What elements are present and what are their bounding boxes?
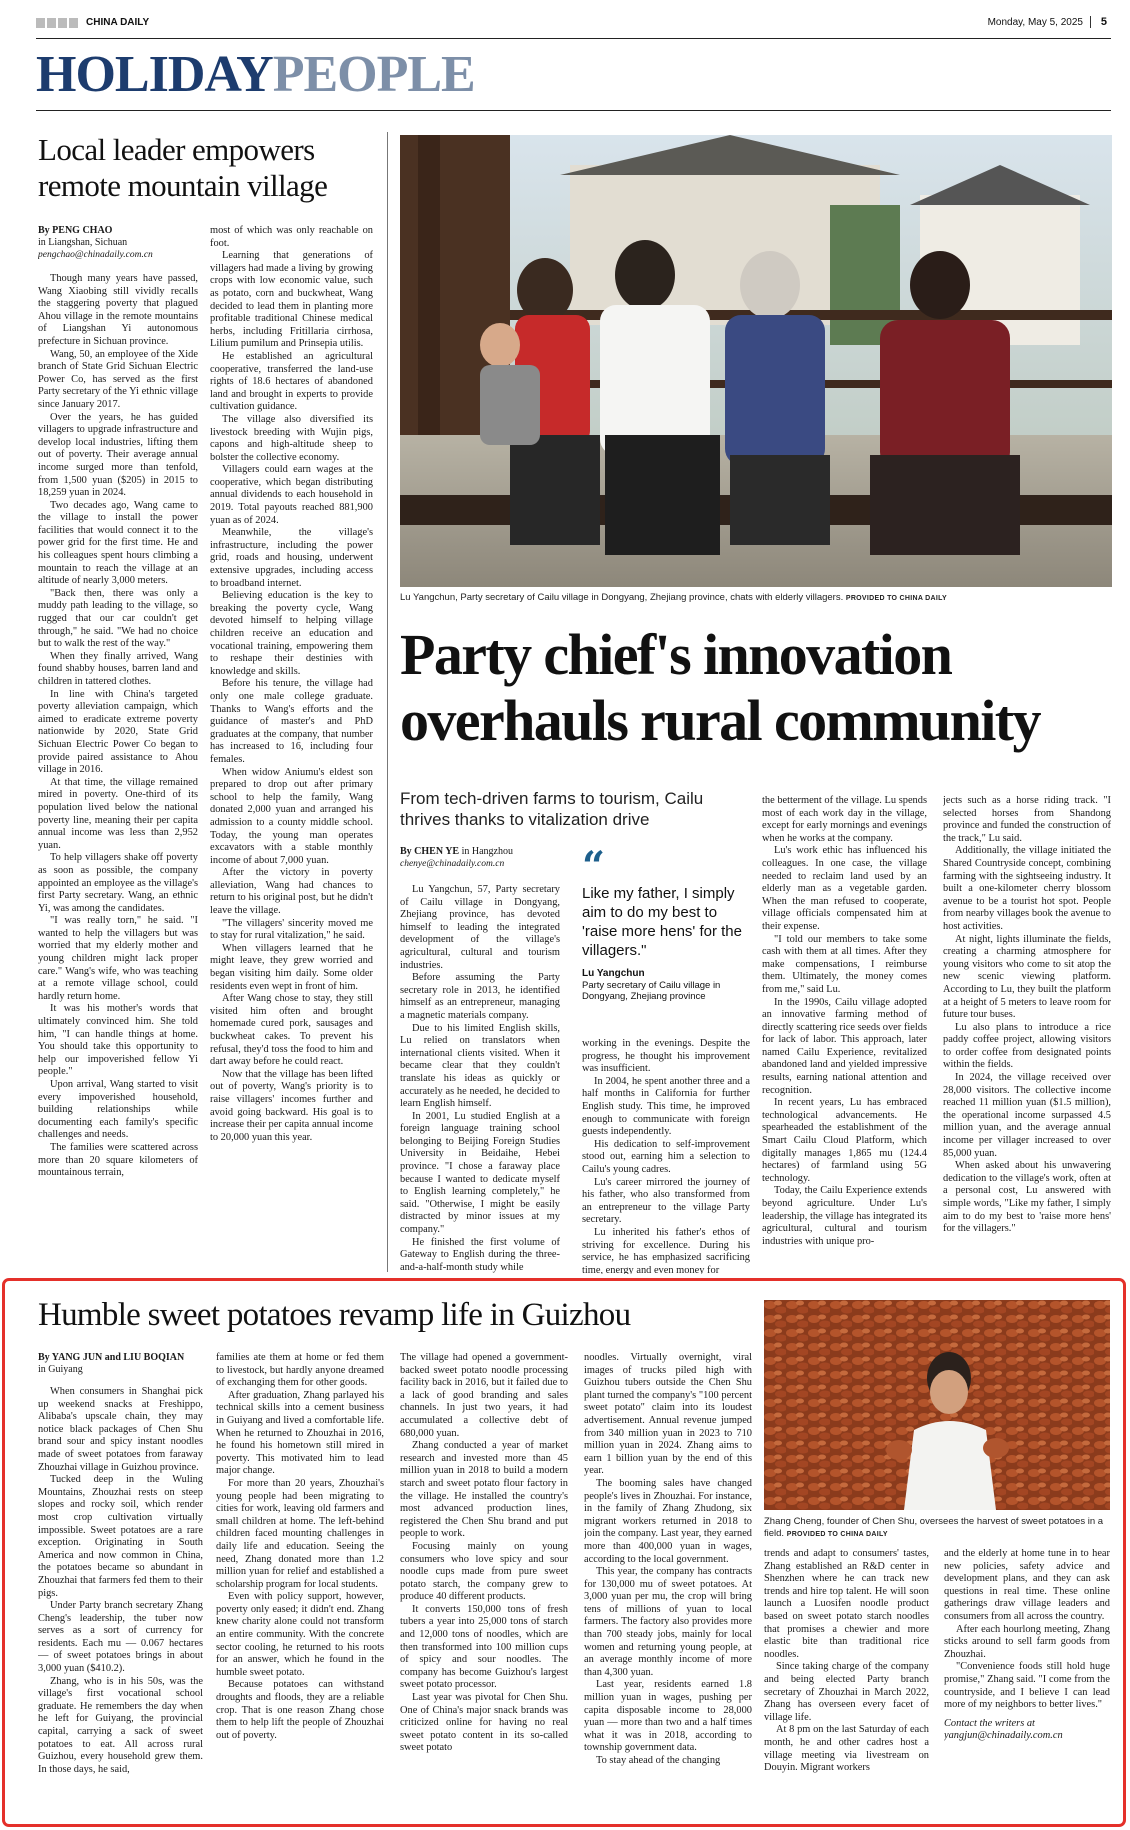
story3-col5-paragraph: At 8 pm on the last Saturday of each month, he and other cadres host a village meeting via livestream on Douyin. Migrant workers <box>764 1724 929 1774</box>
story1-col1-paragraph: Wang, 50, an employee of the Xide branch of State Grid Sichuan Electric Power Co, has served as the first Party secretary of the Yi ethnic village since January 2017. <box>38 348 198 410</box>
story1-col2-paragraph: Meanwhile, the village's infrastructure, including the power grid, roads and housing, underwent extensive upgrades, including access to broadband internet. <box>210 527 373 589</box>
story3-column-3 <box>400 1352 568 1820</box>
story3-col5-paragraph: trends and adapt to consumers' tastes, Zhang established an R&D center in Shenzhen where he can track new trends and hire top talent. He will soon launch a Luosifen noodle product based on sweet potato starch noodles that promises a chewier and more elastic bite than traditional rice noodles. <box>764 1548 929 1660</box>
story1-col2-paragraph: Before his tenure, the village had only one male college graduate. Thanks to Wang's efforts and the guidance of master's and PhD graduates at the company, that number has increased to 16, including four females. <box>210 678 373 765</box>
story3-col6-paragraph: and the elderly at home tune in to hear new policies, safety advice and development plans, and they can ask questions in real time. These online gatherings draw village leaders and consumers from all across the country. <box>944 1548 1110 1622</box>
story1-col1-paragraph: Over the years, he has guided villagers to upgrade infrastructure and develop local industries, lifting them out of poverty. Their average annual income surged more than tenfold, from 1,500 yuan ($205) in 2015 to 18,259 yuan in 2024. <box>38 411 198 499</box>
story3-col4-paragraph: The booming sales have changed people's lives in Zhouzhai. For instance, in the family of Zhang Zhudong, six migrant workers returned in 2018 to join the company. Last year, they earned more than 400,000 yuan in wages, according to the local government. <box>584 1477 752 1565</box>
story1-col2-paragraph: "The villagers' sincerity moved me to stay for rural vitalization," he said. <box>210 917 373 942</box>
story1-col1-paragraph: At that time, the village remained mired in poverty. One-third of its population lived below the national poverty line, meaning their per capita annual income was less than 2,952 yuan. <box>38 776 198 851</box>
story2-col3-paragraph: In recent years, Lu has embraced technological advancements. He spearheaded the establishment of the Smart Cailu Cloud Platform, which digitally manages 1,865 mu (124.4 hectares) of farmland using 5G technology. <box>762 1097 927 1184</box>
story3-column-5 <box>764 1548 929 1820</box>
story2-col1-paragraph: Before assuming the Party secretary role in 2013, he identified himself as an entrepreneur, managing a magnetic materials company. <box>400 972 560 1021</box>
story3-contact-label: Contact the writers at <box>944 1717 1035 1729</box>
story3-col3-paragraph: It converts 150,000 tons of fresh tubers a year into 25,000 tons of starch and 12,000 tons of noodles, which are then transformed into 100 million cups of spicy and sour noodles. The company has become Guizhou's largest sweet potato processor. <box>400 1603 568 1691</box>
story1-col2-paragraph: Learning that generations of villagers had made a living by growing crops with low economic value, such as potato, corn and buckwheat, Wang decided to lead them in planting more profitable traditional Chinese medical herbs, including Fritillaria cirrhosa, Lilium pumilum and Prinsepia utilis. <box>210 250 373 350</box>
story1-col2-paragraph: After Wang chose to stay, they still visited him often and brought homemade cured pork, sausages and buckwheat cakes. To prevent his refusal, they'd toss the food to him and dart away before he could react. <box>210 993 373 1068</box>
masthead-rule <box>36 38 1111 39</box>
story2-headline-line2: overhauls rural community <box>400 688 1040 753</box>
story2-byline <box>400 846 560 870</box>
story3-column-1 <box>38 1352 203 1820</box>
story2-col2-paragraph: Lu inherited his father's ethos of striving for excellence. During his service, he has emphasized sacrificing time, energy and even money for <box>582 1226 750 1274</box>
paper-name: CHINA DAILY <box>86 17 150 28</box>
story1-column-1 <box>38 225 198 1275</box>
story2-column-1 <box>400 846 560 1274</box>
story3-col3-paragraph: Last year was pivotal for Chen Shu. One of China's major snack brands was criticized online for having no real sweet potato content in its so-called sweet potato <box>400 1692 568 1754</box>
story2-col4-paragraph: In 2024, the village received over 28,000 visitors. The collective income reached 11 million yuan ($1.5 million), the operational income surpassed 4.5 million yuan, and the average annual income per villager increased to over 85,000 yuan. <box>943 1072 1111 1159</box>
story2-col4-paragraph: When asked about his unwavering dedication to the village's work, often at a personal cost, Lu answered with simple words, "Like my father, I simply aim to do my best to 'raise more hens' for the villagers." <box>943 1160 1111 1235</box>
masthead <box>36 12 1111 40</box>
story3-col2-paragraph: For more than 20 years, Zhouzhai's young people had been migrating to cities for work, leaving old farmers and small children at home. The left-behind children faced mounting challenges in daily life and education. Seeing the need, Zhang donated more than 1.2 million yuan for relief and established a scholarship program for local students. <box>216 1477 384 1590</box>
story2-col1-paragraph: He finished the first volume of Gateway to English during the three-and-a-half-month study while <box>400 1236 560 1273</box>
story1-col1-paragraph: To help villagers shake off poverty as soon as possible, the company appointed an employee as the village's first Party secretary. Wang, an ethnic Yi, was among the candidates. <box>38 852 198 914</box>
story2-col1-paragraph: In 2001, Lu studied English at a foreign language training school belonging to Beijing Foreign Studies University in Beidaihe, Hebei province. "I chose a faraway place because I wanted to dedicate myself to English learning completely," he said. "Otherwise, I might be easily distracted by minor issues at my company." <box>400 1110 560 1236</box>
story3-col1-paragraph: Tucked deep in the Wuling Mountains, Zhouzhai rests on steep slopes and rocky soil, which render most crop cultivation virtually impossible. Sweet potatoes are a rare exception. Originating in South America and now common in China, the potatoes became so abundant in Zhouzhai that farmers fed them to their pigs. <box>38 1474 203 1599</box>
story3-col2-paragraph: Even with policy support, however, poverty only eased; it didn't end. Zhang knew charity alone could not transform an entire community. With the concrete sector cooling, he returned to his roots for an answer, which he found in the humble sweet potato. <box>216 1591 384 1678</box>
story1-col2-paragraph: Now that the village has been lifted out of poverty, Wang's priority is to raise villagers' incomes further and avoid going backward. His goal is to increase their per capita annual income to 20,000 yuan this year. <box>210 1068 373 1143</box>
story3-col4-paragraph: Last year, residents earned 1.8 million yuan in wages, pushing per capita disposable income to 28,000 yuan — more than two and a half times what it was in 2018, according to township government data. <box>584 1679 752 1754</box>
story3-byline-location: in Guiyang <box>38 1364 83 1375</box>
story3-col2-paragraph: After graduation, Zhang parlayed his technical skills into a cement business in Guiyang and lived a comfortable life. When he returned to Zhouzhai in 2016, he found his hometown still mired in poverty. This motivated him to lead major change. <box>216 1389 384 1477</box>
story1-col2-paragraph: most of which was only reachable on foot. <box>210 225 373 249</box>
story2-col3-paragraph: "I told our members to take some cash with them at all times. After they make compensations, I reimburse them. Ultimately, the money comes from me," said Lu. <box>762 933 927 995</box>
story3-col3-paragraph: Focusing mainly on young consumers who love spicy and sour noodle cups made from pure sweet potato starch, the company grew to produce 40 different products. <box>400 1540 568 1603</box>
story2-subhead: From tech-driven farms to tourism, Cailu thrives thanks to vitalization drive <box>400 789 704 829</box>
story2-col4-paragraph: Additionally, the village initiated the Shared Countryside concept, combining farming with the sightseeing industry. It built a one-kilometer cherry blossom avenue to be a tourist hot spot. People from nearby villages book the avenue to host activities. <box>943 845 1111 932</box>
story1-column-2 <box>210 225 373 1275</box>
story3-col1-paragraph: When consumers in Shanghai pick up weekend snacks at Freshippo, Alibaba's upscale chain, they may notice black packages of Chen Shu brand sour and spicy instant noodles made of sweet potatoes from faraway Zhouzhai village in Guizhou province. <box>38 1386 203 1473</box>
story3-contact <box>944 1718 1110 1743</box>
story1-col1-paragraph: The families were scattered across more than 20 square kilometers of mountainous terrain, <box>38 1141 198 1179</box>
story2-photo <box>400 135 1112 587</box>
quote-mark-icon: “ <box>582 843 606 890</box>
story3-col4-paragraph: This year, the company has contracts for 130,000 mu of sweet potatoes. At 3,000 yuan per mu, the crop will bring tens of millions of yuan to local farmers. The factory also provides more than 700 steady jobs, mainly for local women and returning young people, at an average monthly income of more than 4,300 yuan. <box>584 1566 752 1678</box>
story1-col1-paragraph: Upon arrival, Wang started to visit every impoverished household, building relationships while documenting each family's specific challenges and needs. <box>38 1079 198 1141</box>
story1-divider <box>387 132 388 1272</box>
story3-photo-caption-text: Zhang Cheng, founder of Chen Shu, oversees the harvest of sweet potatoes in a field. <box>764 1516 1104 1539</box>
story3-contact-email: yangjun@chinadaily.com.cn <box>944 1730 1063 1742</box>
story3-column-4 <box>584 1352 752 1820</box>
story1-col2-paragraph: After the victory in poverty alleviation, Wang had chances to return to his original post, but he didn't leave the village. <box>210 867 373 917</box>
story2-photo-caption-text: Lu Yangchun, Party secretary of Cailu village in Dongyang, Zhejiang province, chats with elderly villagers. <box>400 592 844 603</box>
story2-column-4 <box>943 795 1111 1275</box>
story3-headline: Humble sweet potatoes revamp life in Guizhou <box>38 1297 631 1333</box>
story1-col1-paragraph: In line with China's targeted poverty alleviation campaign, which aimed to eradicate extreme poverty nationwide by 2020, State Grid Sichuan Electric Power Co began to provide paired assistance to Ahou village in 2016. <box>38 688 198 776</box>
story1-col2-paragraph: Believing education is the key to breaking the poverty cycle, Wang devoted himself to helping village children receive an education and vocational training, empowering them to reshape their destinies with knowledge and skills. <box>210 590 373 677</box>
story1-headline <box>38 132 393 204</box>
story1-col1-paragraph: When they finally arrived, Wang found shabby houses, barren land and children in tattered clothes. <box>38 650 198 687</box>
story2-col2-paragraph: working in the evenings. Despite the progress, he thought his improvement was insufficient. <box>582 1038 750 1075</box>
story3-photo <box>764 1300 1110 1510</box>
story2-col2-paragraph: In 2004, he spent another three and a half months in California for further English study. This time, he improved enough to communicate with foreign guests independently. <box>582 1075 750 1138</box>
story3-photo-credit: PROVIDED TO CHINA DAILY <box>786 1531 888 1538</box>
story1-headline-line1: Local leader empowers <box>38 132 315 167</box>
page-divider <box>1090 16 1091 28</box>
story3-col2-paragraph: Because potatoes can withstand droughts and floods, they are a reliable crop. That is one reason Zhang chose them to help lift the people of Zhouzhai out of poverty. <box>216 1679 384 1741</box>
story3-col4-paragraph: To stay ahead of the changing <box>596 1755 721 1766</box>
story2-col3-paragraph: Lu's work ethic has influenced his colleagues. In one case, the village needed to reclaim land used by an elderly man as a vegetable garden. When the man refused to cooperate, village officials compensated him at their expense. <box>762 845 927 932</box>
story2-headline <box>400 622 1112 754</box>
story3-col2-paragraph: families ate them at home or fed them to livestock, but hardly anyone dreamed of exchanging them for other goods. <box>216 1352 384 1389</box>
pull-quote-author: Lu Yangchun <box>582 968 645 979</box>
story1-byline-email: pengchao@chinadaily.com.cn <box>38 250 153 260</box>
story1-headline-line2: remote mountain village <box>38 168 328 203</box>
story2-col3-paragraph: Today, the Cailu Experience extends beyond agriculture. Under Lu's leadership, the village has integrated its agricultural, cultural and tourism industries with unique pro- <box>762 1185 927 1247</box>
story1-col2-paragraph: When villagers learned that he might leave, they grew worried and began visiting him daily. Some older residents even wept in front of him. <box>210 942 373 992</box>
story2-col1-paragraph: Due to his limited English skills, Lu relied on translators when international clients visited. When it became clear that they couldn't translate his ideas as quickly or accurately as he needed, he decided to learn English himself. <box>400 1022 560 1110</box>
story1-col1-paragraph: "I was really torn," he said. "I wanted to help the villagers but was worried that my elderly mother and young children might lack proper care." Wang's wife, who was teaching at a remote village school, could hardly return home. <box>38 915 198 1002</box>
story1-col2-paragraph: When widow Aniumu's eldest son prepared to drop out after primary school to help the family, Wang donated 2,000 yuan and arranged his admission to a county middle school. Today, the young man operates excavators with a stable monthly income of about 7,000 yuan. <box>210 766 373 866</box>
story3-photo-caption <box>764 1516 1110 1541</box>
story1-col2-paragraph: He established an agricultural cooperative, transferred the land-use rights of 18.6 hectares of abandoned land and brought in experts to provide cultivation guidance. <box>210 350 373 413</box>
china-daily-logo-icon <box>36 17 78 29</box>
story3-byline-author: By YANG JUN and LIU BOQIAN <box>38 1352 185 1363</box>
story2-photo-credit: PROVIDED TO CHINA DAILY <box>845 595 948 602</box>
story1-col1-paragraph: "Back then, there was only a muddy path leading to the village, so rugged that our car couldn't get through," he said. "We had no choice but to walk the rest of the way." <box>38 587 198 650</box>
story3-col1-paragraph: Under Party branch secretary Zhang Cheng's leadership, the tuber now serves as a sort of currency for residents. Each mu — 0.067 hectares — of sweet potatoes brings in about 3,000 yuan ($410.2). <box>38 1600 203 1675</box>
story2-col4-paragraph: At night, lights illuminate the fields, creating a charming atmosphere for young visitors who come to sit atop the new scenic viewing platform. According to Lu, they built the platform at a height of 5 meters to leave room for future tour buses. <box>943 933 1111 1021</box>
story3-col6-paragraph: "Convenience foods still hold huge promise," Zhang said. "I come from the countryside, and I believe I can lead more of my neighbors to better lives." <box>944 1661 1110 1711</box>
story3-col5-paragraph: Since taking charge of the company and being elected Party branch secretary of Zhouzhai in March 2022, Zhang has overseen every facet of village life. <box>764 1661 929 1723</box>
story2-photo-caption <box>400 592 1112 605</box>
story2-byline-email: chenye@chinadaily.com.cn <box>400 859 505 869</box>
story1-col2-paragraph: Villagers could earn wages at the cooperative, which began distributing annual dividends to each household in 2019. Total payouts reached 881,900 yuan as of 2024. <box>210 464 373 526</box>
story2-col1-paragraph: Lu Yangchun, 57, Party secretary of Cailu village in Dongyang, Zhejiang province, has devoted himself to leading the integrated development of the village's agricultural, cultural and tourism industries. <box>400 884 560 971</box>
story2-col2-paragraph: His dedication to self-improvement stood out, earning him a selection to Cailu's young cadres. <box>582 1138 750 1175</box>
story2-col3-paragraph: the betterment of the village. Lu spends most of each work day in the village, except for early mornings and evenings when he works at the company. <box>762 795 927 844</box>
issue-date: Monday, May 5, 2025 <box>987 17 1083 28</box>
story2-col3-paragraph: In the 1990s, Cailu village adopted an innovative farming method of directly scattering rice seeds over fields for lack of labor. This approach, later named Cailu Experience, revitalized abandoned land and yielded impressive results, earning national attention and recognition. <box>762 996 927 1096</box>
story3-col4-paragraph: noodles. Virtually overnight, viral images of trucks piled high with Guizhou tubers outside the Chen Shu plant turned the company's "100 percent sweet potato" claim into its loudest advertisement. Annual revenue jumped from 340 million yuan in 2023 to 710 million yuan in 2024. Zhang aims to earn 1 billion yuan by the end of this year. <box>584 1352 752 1477</box>
story1-byline <box>38 225 198 261</box>
story2-headline-line1: Party chief's innovation <box>400 622 952 687</box>
story3-col1-paragraph: Zhang, who is in his 50s, was the village's first vocational school graduate. He remembers the day when he left for Guiyang, the provincial capital, carrying a sack of sweet potatoes to eat. All across rural Guizhou, every household grew them. In those days, he said, <box>38 1675 203 1775</box>
pull-quote-role: Party secretary of Cailu village in Dongyang, Zhejiang province <box>582 980 721 1002</box>
section-title-holiday: HOLIDAY <box>36 46 273 103</box>
section-title <box>36 46 475 104</box>
story3-col3-paragraph: The village had opened a government-backed sweet potato noodle processing facility back in 2016, but it failed due to a lack of good branding and sales channels. In just two years, it had accumulated a collective debt of 680,000 yuan. <box>400 1352 568 1439</box>
story3-col6-paragraph: After each hourlong meeting, Zhang sticks around to sell farm goods from Zhouzhai. <box>944 1623 1110 1660</box>
section-rule <box>36 110 1111 111</box>
section-title-people: PEOPLE <box>272 46 475 103</box>
story3-col3-paragraph: Zhang conducted a year of market research and invested more than 45 million yuan in 2018 to build a modern starch and sweet potato flour factory in the village. He installed the country's most advanced production lines, registered the Chen Shu brand and put people to work. <box>400 1440 568 1540</box>
story2-column-3 <box>762 795 927 1275</box>
story3-column-6 <box>944 1548 1110 1820</box>
story3-column-2 <box>216 1352 384 1820</box>
story1-byline-author: By PENG CHAO <box>38 225 113 236</box>
story2-byline-author: By CHEN YE <box>400 846 460 857</box>
story1-col2-paragraph: The village also diversified its livestock breeding with Wujin pigs, capons and high-altitude sheep to bolster the collective economy. <box>210 413 373 463</box>
pull-quote-text: Like my father, I simply aim to do my best to 'raise more hens' for the villagers." <box>582 885 742 959</box>
story2-col4-paragraph: Lu also plans to introduce a rice paddy coffee project, allowing visitors to order coffee from designated points within the fields. <box>943 1021 1111 1071</box>
story1-byline-location: in Liangshan, Sichuan <box>38 237 128 248</box>
story3-byline <box>38 1352 203 1376</box>
story2-pull-quote <box>582 843 747 1002</box>
story2-col2-paragraph: Lu's career mirrored the journey of his father, who also transformed from an entrepreneur to the village Party secretary. <box>582 1176 750 1226</box>
story2-col4-paragraph: jects such as a horse riding track. "I selected horses from Shandong province and funded the construction of the track," Lu said. <box>943 795 1111 844</box>
page-number: 5 <box>1100 16 1107 28</box>
story1-col1-paragraph: Two decades ago, Wang came to the village to install the power facilities that would connect it to the power grid for the first time. He and his colleagues spent hours climbing a mountain to reach the village at an altitude of nearly 3,000 meters. <box>38 499 198 587</box>
story2-byline-location: in Hangzhou <box>461 846 513 857</box>
story2-column-2 <box>582 1038 750 1274</box>
story1-col1-paragraph: Though many years have passed, Wang Xiaobing still vividly recalls the staggering poverty that plagued Ahou village in the remote mountains of Liangshan Yi autonomous prefecture in Sichuan province. <box>38 273 198 347</box>
story1-col1-paragraph: It was his mother's words that ultimately convinced him. She told him, "I can handle things at home. You should take this opportunity to help our impoverished fellow Yi people." <box>38 1003 198 1078</box>
